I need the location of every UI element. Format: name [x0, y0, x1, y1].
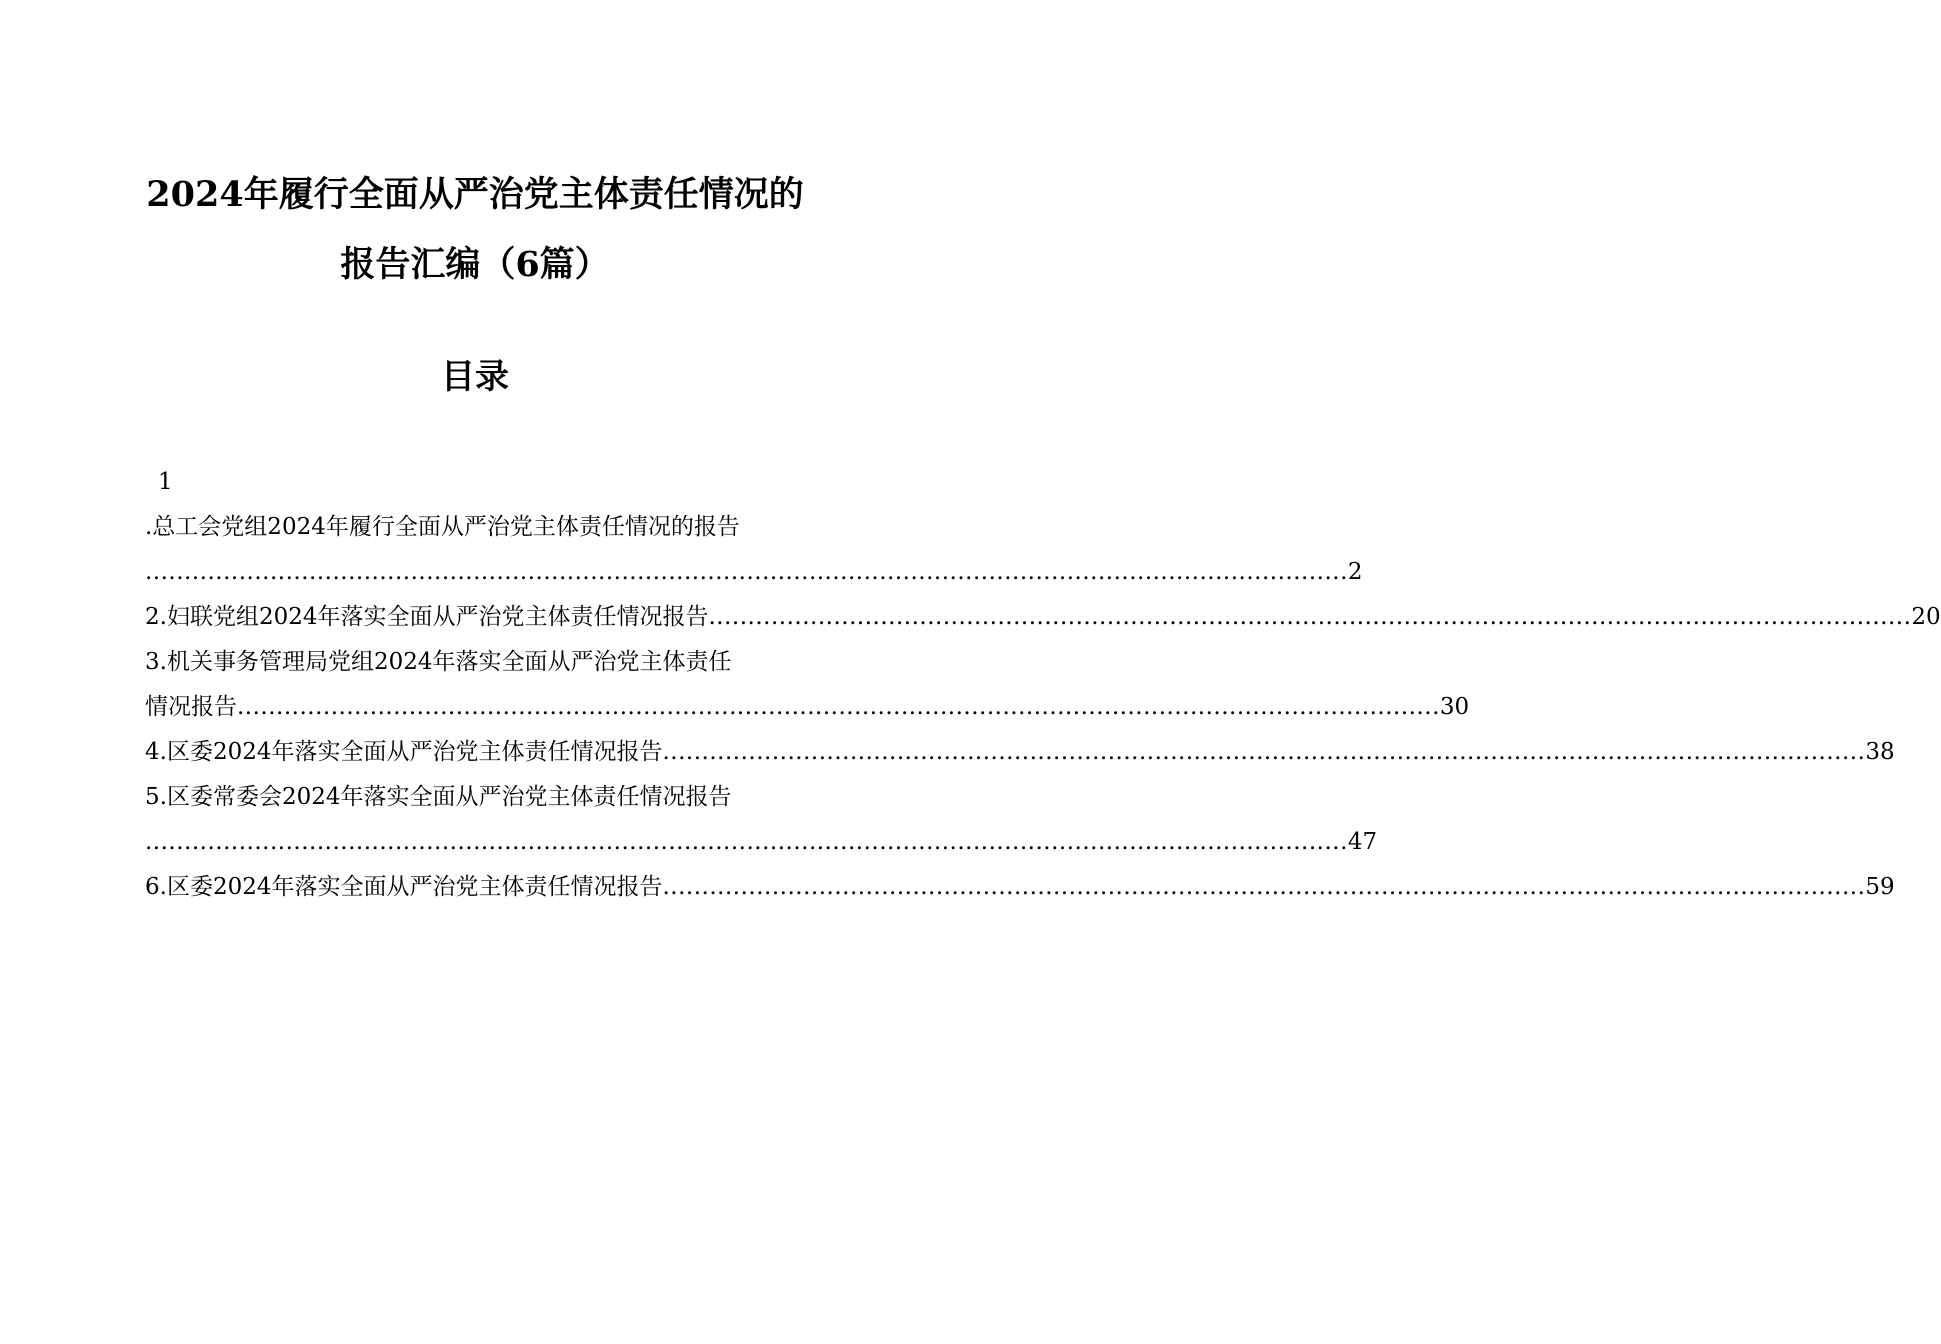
- toc-leader-dots: ..........................................................................................................................................................: [662, 739, 1866, 765]
- toc-leader-dots: ..........................................................................................................................................................: [237, 694, 1440, 720]
- toc-entry-6[interactable]: [145, 872, 1895, 902]
- toc-entry-3-page: 30: [1439, 694, 1470, 720]
- toc-entry-2-page: 20: [1911, 604, 1941, 630]
- toc-entry-4[interactable]: [145, 737, 1895, 767]
- toc-entry-1-text[interactable]: .总工会党组2024年履行全面从严治党主体责任情况的报告: [145, 514, 740, 540]
- toc-entry-6-page: 59: [1865, 874, 1895, 900]
- document-title-line-1: 2024年履行全面从严治党主体责任情况的: [146, 174, 804, 215]
- document-title-line-2: 报告汇编（6篇）: [340, 244, 610, 285]
- toc-entry-5-text[interactable]: 5.区委常委会2024年落实全面从严治党主体责任情况报告: [145, 784, 732, 810]
- toc-entry-3-text-line-1[interactable]: 3.机关事务管理局党组2024年落实全面从严治党主体责任: [145, 649, 732, 675]
- toc-leader-dots: ..........................................................................................................................................................: [662, 874, 1866, 900]
- toc-entry-2[interactable]: [145, 602, 1941, 632]
- toc-entry-1-number[interactable]: 1: [158, 469, 173, 495]
- toc-entry-5-page: 47: [1347, 829, 1378, 855]
- toc-heading: 目录: [441, 357, 509, 397]
- toc-entry-1-page: 2: [1347, 559, 1363, 585]
- toc-entry-1-leader-line[interactable]: [145, 557, 1363, 587]
- toc-entry-3[interactable]: [145, 692, 1470, 722]
- toc-leader-dots: ..........................................................................................................................................................: [145, 829, 1348, 855]
- toc-entry-4-page: 38: [1865, 739, 1895, 765]
- toc-entry-6-text: 6.区委2024年落实全面从严治党主体责任情况报告: [145, 874, 663, 900]
- toc-leader-dots: ..........................................................................................................................................................: [708, 604, 1912, 630]
- toc-entry-3-text-line-2: 情况报告: [145, 694, 237, 720]
- toc-entry-5-leader-line[interactable]: [145, 827, 1378, 857]
- toc-entry-2-text: 2.妇联党组2024年落实全面从严治党主体责任情况报告: [145, 604, 709, 630]
- toc-leader-dots: ..........................................................................................................................................................: [145, 559, 1348, 585]
- toc-entry-4-text: 4.区委2024年落实全面从严治党主体责任情况报告: [145, 739, 663, 765]
